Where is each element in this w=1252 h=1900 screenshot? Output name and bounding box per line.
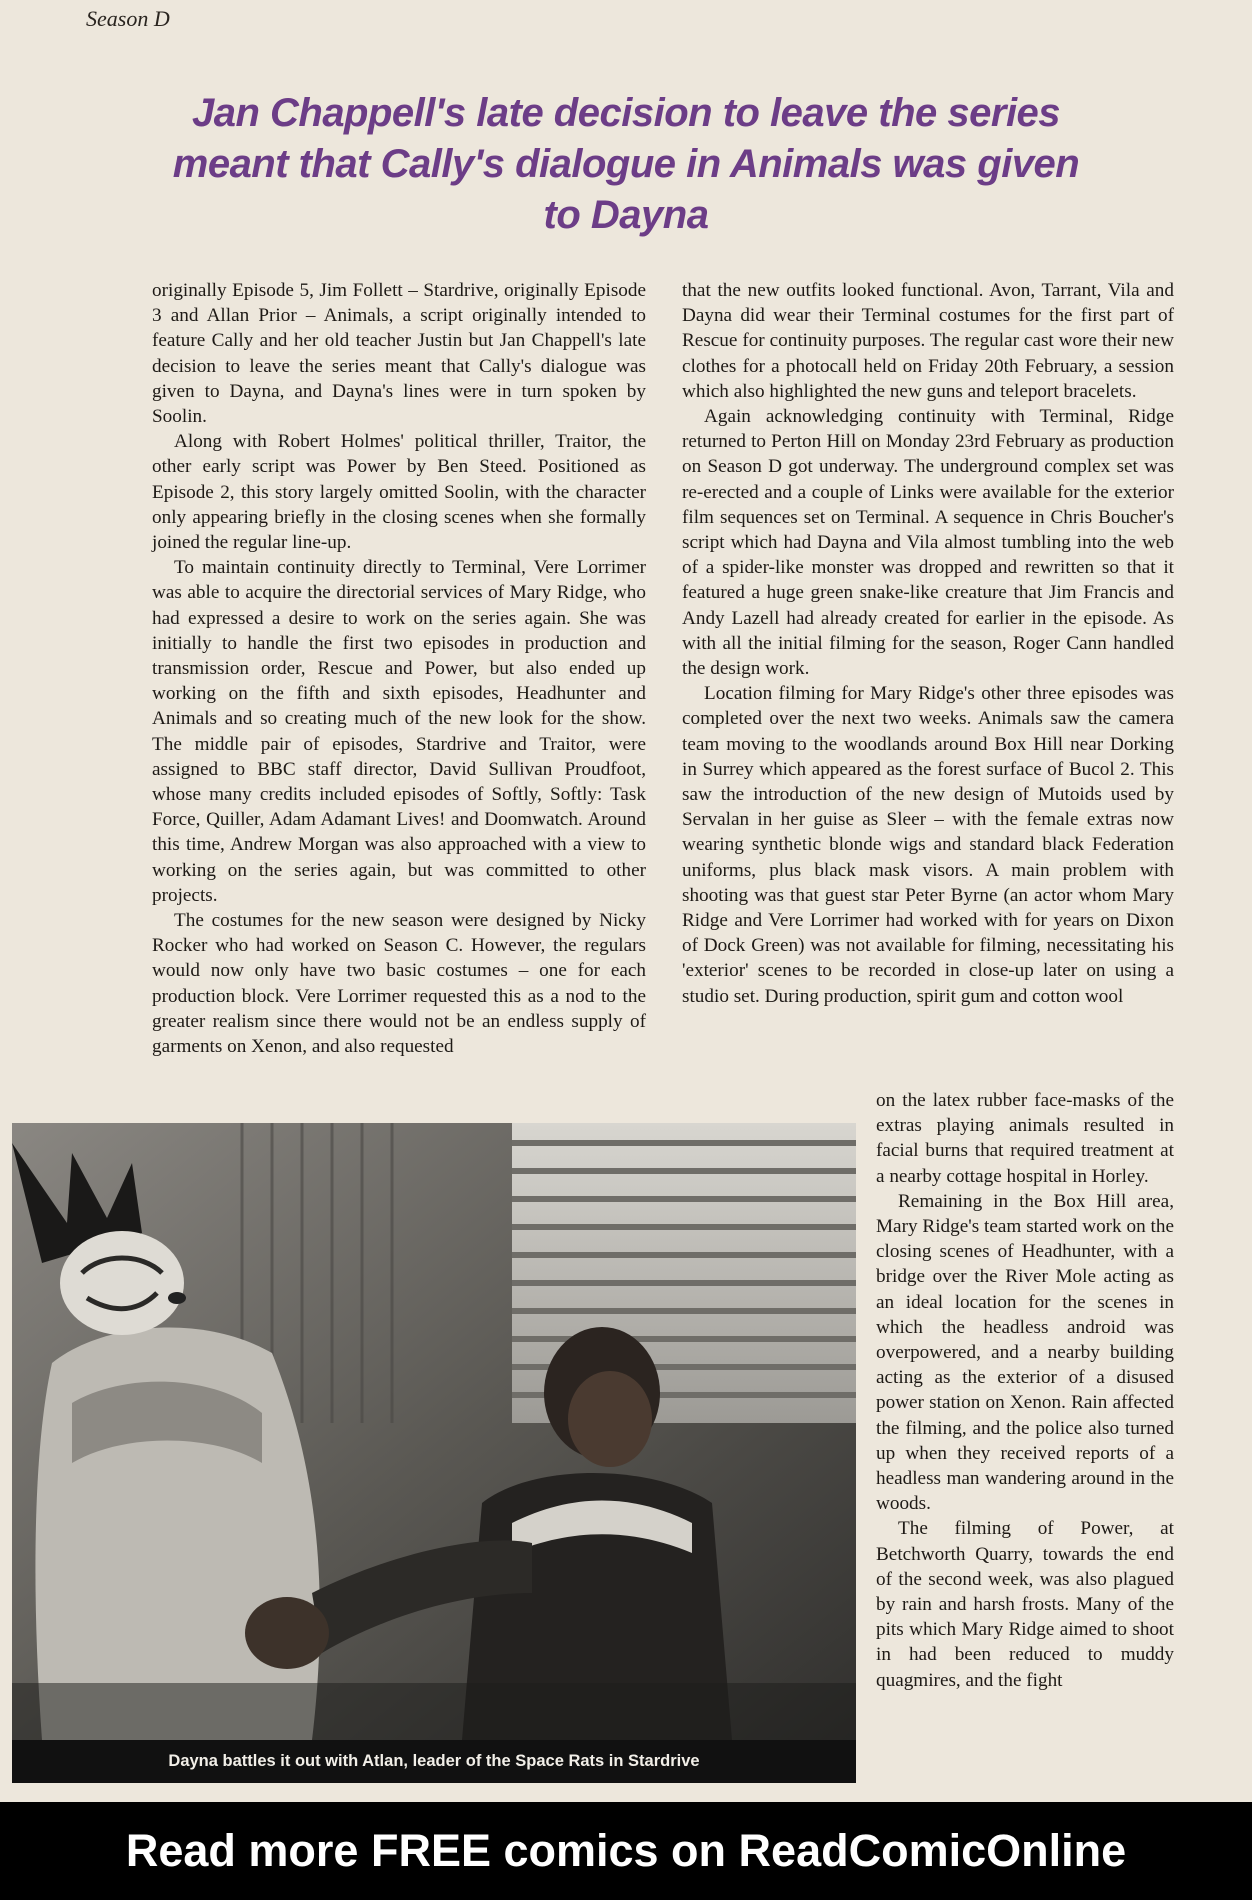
headline: Jan Chappell's late decision to leave the series meant that Cally's dialogue in Animals was given to Dayna <box>172 91 1080 237</box>
paragraph: Location filming for Mary Ridge's other three episodes was completed over the next two weeks. Animals saw the camera team moving to the woodlands around Box Hill near Dorking in Surrey which appeared as the forest surface of Bucol 2. This saw the introduction of the new design of Mutoids used by Servalan in her guise as Sleer – with the female extras now wearing synthetic blonde wigs and standard black Federation uniforms, plus black mask visors. A main problem with shooting was that guest star Peter Byrne (an actor whom Mary Ridge and Vere Lorrimer had worked with for years on Dixon of Dock Green) was not available for filming, necessitating his 'exterior' scenes to be recorded in close-up later on using a studio set. During production, spirit gum and cotton wool <box>682 683 1174 1007</box>
paragraph: The costumes for the new season were designed by Nicky Rocker who had worked on Season C. However, the regulars would now only have two basic costumes – one for each production block. Vere Lorrimer requested this as a nod to the greater realism since there would not be an endless supply of garments on Xenon, and also requested <box>152 910 646 1058</box>
production-photo <box>12 1123 856 1783</box>
photo-caption: Dayna battles it out with Atlan, leader of the Space Rats in Stardrive <box>12 1740 856 1783</box>
paragraph: Along with Robert Holmes' political thriller, Traitor, the other early script was Power by Ben Steed. Positioned as Episode 2, this story largely omitted Soolin, with the character only appearing briefly in the closing scenes when she formally joined the regular line-up. <box>152 431 646 554</box>
article-column-3 <box>876 1088 1174 1693</box>
paragraph: The filming of Power, at Betchworth Quarry, towards the end of the second week, was also plagued by rain and harsh frosts. Many of the pits which Mary Ridge aimed to shoot in had been reduced to muddy quagmires, and the fight <box>876 1518 1174 1691</box>
paragraph: on the latex rubber face-masks of the extras playing animals resulted in facial burns that required treatment at a nearby cottage hospital in Horley. <box>876 1090 1174 1187</box>
article-column-2 <box>682 278 1174 1009</box>
paragraph: originally Episode 5, Jim Follett – Stardrive, originally Episode 3 and Allan Prior – Animals, a script originally intended to feature Cally and her old teacher Justin but Jan Chappell's late decision to leave the series meant that Cally's dialogue was given to Dayna, and Dayna's lines were in turn spoken by Soolin. <box>152 280 646 428</box>
paragraph: Again acknowledging continuity with Terminal, Ridge returned to Perton Hill on Monday 23rd February as production on Season D got underway. The underground complex set was re-erected and a couple of Links were available for the exterior film sequences set on Terminal. A sequence in Chris Boucher's script which had Dayna and Vila almost tumbling into the web of a spider-like monster was dropped and rewritten so that it featured a huge green snake-like creature that Jim Francis and Andy Lazell had already created for earlier in the episode. As with all the initial filming for the season, Roger Cann handled the design work. <box>682 406 1174 680</box>
paragraph: To maintain continuity directly to Terminal, Vere Lorrimer was able to acquire the directorial services of Mary Ridge, who had expressed a desire to work on the series again. She was initially to handle the first two episodes in production and transmission order, Rescue and Power, but also ended up working on the fifth and sixth episodes, Headhunter and Animals and so creating much of the new look for the show. The middle pair of episodes, Stardrive and Traitor, were assigned to BBC staff director, David Sullivan Proudfoot, whose many credits included episodes of Softly, Softly: Task Force, Quiller, Adam Adamant Lives! and Doomwatch. Around this time, Andrew Morgan was also approached with a view to working on the series again, but was committed to other projects. <box>152 557 646 906</box>
paragraph: that the new outfits looked functional. Avon, Tarrant, Vila and Dayna did wear their Terminal costumes for the first part of Rescue for continuity purposes. The regular cast wore their new clothes for a photocall held on Friday 20th February, a session which also highlighted the new guns and teleport bracelets. <box>682 280 1174 402</box>
article-column-1 <box>152 278 646 1059</box>
section-label: Season D <box>86 6 170 31</box>
photo-image <box>12 1123 856 1783</box>
promo-banner[interactable]: Read more FREE comics on ReadComicOnline <box>0 1802 1252 1900</box>
paragraph: Remaining in the Box Hill area, Mary Ridge's team started work on the closing scenes of Headhunter, with a bridge over the River Mole acting as an ideal location for the scenes in which the headless android was overpowered, and a nearby building acting as the exterior of a disused power station on Xenon. Rain affected the filming, and the police also turned up when they received reports of a headless man wandering around in the woods. <box>876 1190 1174 1515</box>
